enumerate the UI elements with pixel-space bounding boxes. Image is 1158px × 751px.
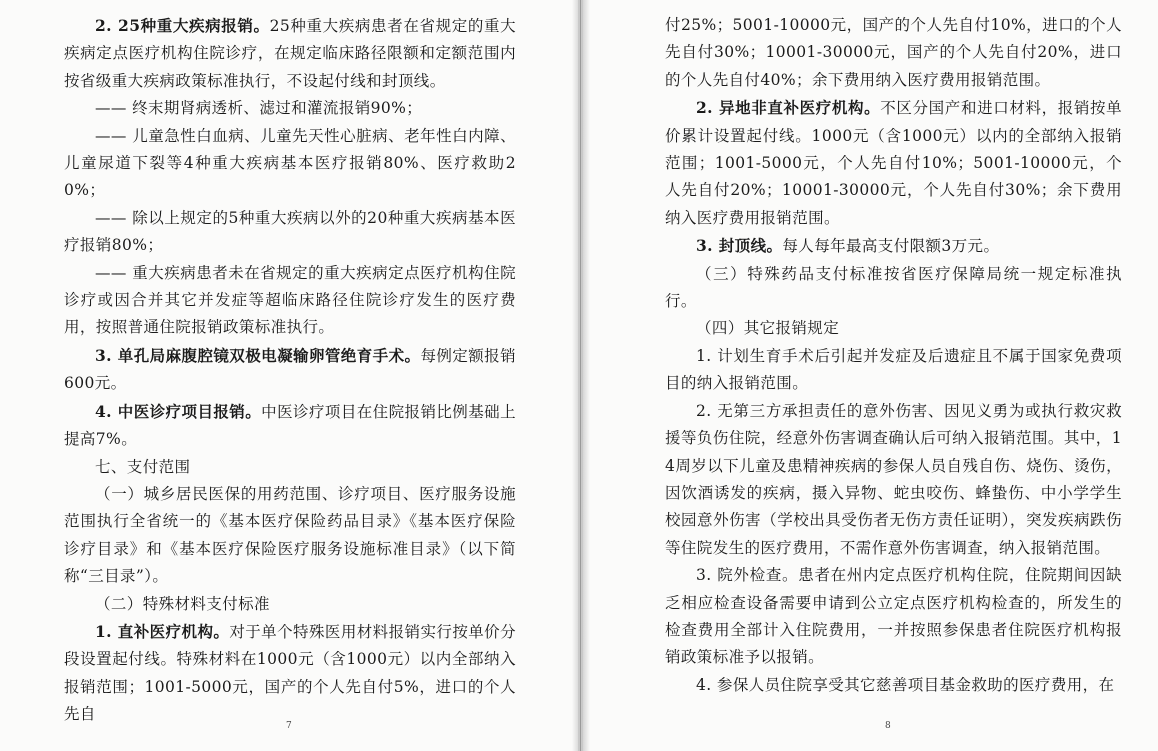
paragraph-text: （三）特殊药品支付标准按省医疗保障局统一规定标准执行。: [665, 264, 1122, 311]
paragraph: [64, 95, 516, 122]
paragraph-text: 每例定额报销600元。: [64, 346, 516, 393]
paragraph-text: 对于单个特殊医用材料报销实行按单价分段设置起付线。特殊材料在1000元（含1000元）以内全部纳入报销范围；1001-5000元，国产的个人先自付5%，进口的个人先自: [64, 622, 517, 724]
paragraph: [64, 123, 516, 205]
paragraph-text: —— 重大疾病患者未在省规定的重大疾病定点医疗机构住院诊疗或因合并其它并发症等超临床路径住院诊疗发生的医疗费用，按照普通住院报销政策标准执行。: [64, 263, 516, 337]
paragraph-text: 1. 计划生育手术后引起并发症及后遗症且不属于国家免费项目的纳入报销范围。: [665, 346, 1122, 393]
paragraph-text: 25种重大疾病患者在省规定的重大疾病定点医疗机构住院诊疗，在规定临床路径限额和定额范围内按省级重大疾病政策标准执行，不设起付线和封顶线。: [64, 17, 516, 90]
page-number: 8: [885, 721, 891, 731]
right-page: [583, 0, 1158, 751]
paragraph-text: —— 终末期肾病透析、滤过和灌流报销90%；: [95, 99, 423, 118]
paragraph-text: （二）特殊材料支付标准: [95, 594, 270, 613]
paragraph: [665, 343, 1122, 398]
paragraph-text: 2. 无第三方承担责任的意外伤害、因见义勇为或执行救灾救援等负伤住院，经意外伤害调查确认后可纳入报销范围。其中，14周岁以下儿童及患精神疾病的参保人员自残自伤、烧伤、烫伤，因饮酒诱发的疾病，摄入异物、蛇虫咬伤、蜂蛰伤、中小学学生校园意外伤害（学校出具受伤者无伤方责任证明），突发疾病跌伤等住院发生的医疗费用，不需作意外伤害调查，纳入报销范围。: [665, 401, 1122, 557]
subsection-heading: [64, 591, 516, 618]
paragraph: [64, 12, 516, 95]
paragraph: [665, 562, 1122, 672]
paragraph-text: 不区分国产和进口材料，报销按单价累计设置起付线。1000元（含1000元）以内的全部纳入报销范围；1001-5000元，个人先自付10%；5001-10000元，个人先自付20%；10001-30000元，个人先自付30%；余下费用纳入医疗费用报销范围。: [665, 99, 1122, 227]
paragraph: [64, 205, 516, 260]
paragraph: [665, 232, 1122, 260]
paragraph-text: 每人每年最高支付限额3万元。: [782, 237, 1000, 256]
paragraph-lead: 4. 中医诊疗项目报销。: [95, 401, 262, 421]
subsection-heading: [665, 315, 1122, 342]
paragraph-lead: 3. 单孔局麻腹腔镜双极电凝输卵管绝育手术。: [95, 345, 421, 365]
left-page: [0, 0, 578, 751]
paragraph-text: 中医诊疗项目在住院报销比例基础上提高7%。: [64, 402, 516, 449]
paragraph-text: （一）城乡居民医保的用药范围、诊疗项目、医疗服务设施范围执行全省统一的《基本医疗保险药品目录》《基本医疗保险诊疗目录》和《基本医疗保险医疗服务设施标准目录》（以下简称“三目录”）。: [64, 484, 516, 586]
paragraph: [64, 618, 516, 729]
paragraph-lead: 3. 封顶线。: [696, 236, 783, 256]
paragraph-text: —— 儿童急性白血病、儿童先天性心脏病、老年性白内障、儿童尿道下裂等4种重大疾病基本医疗报销80%、医疗救助20%；: [64, 126, 516, 200]
paragraph-lead: 2. 异地非直补医疗机构。: [696, 98, 881, 118]
page-number: 7: [286, 721, 292, 731]
paragraph: [665, 12, 1122, 94]
paragraph: [665, 398, 1122, 562]
paragraph: [64, 481, 516, 591]
paragraph-lead: 2. 25种重大疾病报销。: [95, 16, 270, 35]
paragraph-lead: 1. 直补医疗机构。: [95, 621, 230, 641]
paragraph-text: （四）其它报销规定: [696, 319, 840, 338]
paragraph: [64, 398, 516, 454]
paragraph-text: 4. 参保人员住院享受其它慈善项目基金救助的医疗费用，在: [696, 675, 1115, 694]
paragraph: [665, 672, 1122, 699]
paragraph-text: 七、支付范围: [95, 457, 191, 476]
paragraph: [64, 342, 516, 398]
paragraph-text: —— 除以上规定的5种重大疾病以外的20种重大疾病基本医疗报销80%；: [64, 208, 516, 255]
paragraph-text: 3. 院外检查。患者在州内定点医疗机构住院，住院期间因缺乏相应检查设备需要申请到公立定点医疗机构检查的，所发生的检查费用全部计入住院费用，一并按照参保患者住院医疗机构报销政策标准予以报销。: [665, 566, 1122, 667]
subsection-heading: [665, 261, 1122, 316]
paragraph-text: 付25%；5001-10000元，国产的个人先自付10%，进口的个人先自付30%；10001-30000元，国产的个人先自付20%，进口的个人先自付40%；余下费用纳入医疗费用报销范围。: [665, 16, 1122, 89]
paragraph: [64, 260, 516, 342]
paragraph: [665, 94, 1122, 232]
section-heading: [64, 454, 516, 481]
